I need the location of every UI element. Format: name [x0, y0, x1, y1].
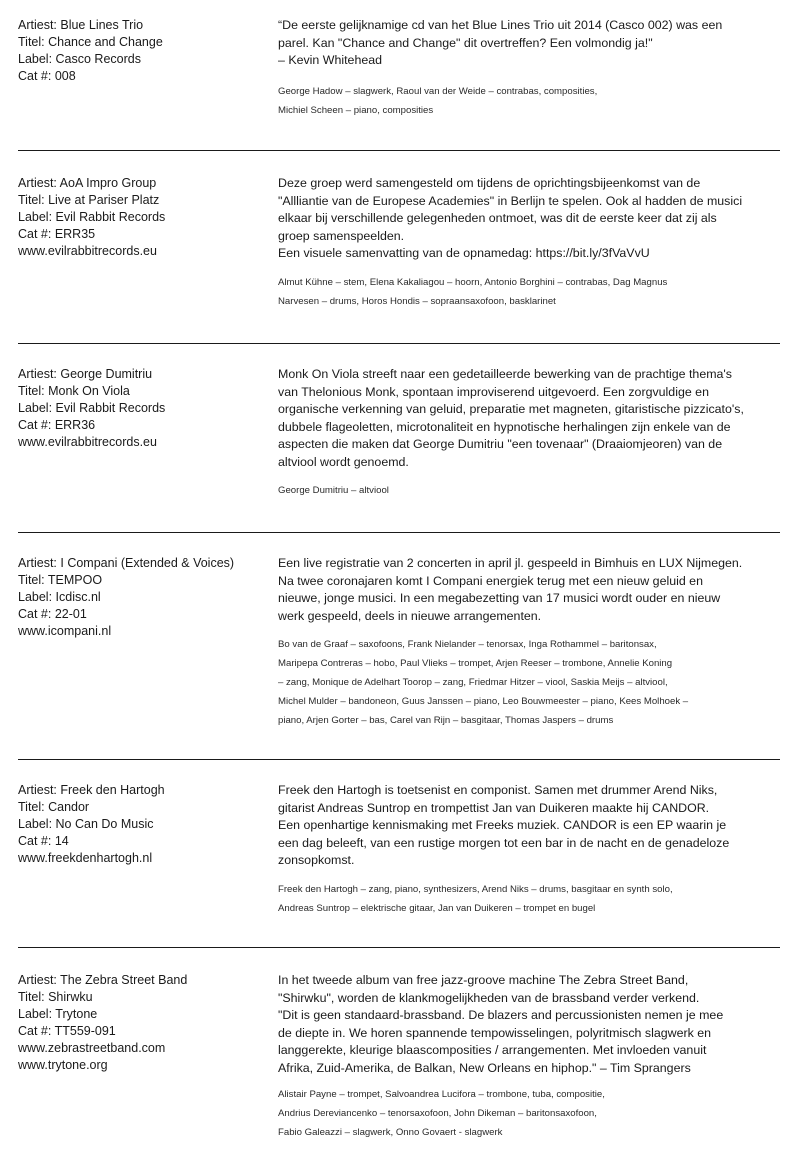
label: Label: Icdisc.nl [18, 590, 101, 604]
divider [18, 947, 780, 948]
artist: Artiest: George Dumitriu [18, 367, 153, 381]
title: Titel: Chance and Change [18, 35, 163, 49]
catalog-number: Cat #: TT559-091 [18, 1024, 116, 1038]
credits: George Dumitriu – altviool [278, 485, 389, 496]
description: Een live registratie van 2 concerten in april jl. gespeeld in Bimhuis en LUX Nijmegen. Na twee coronajaren komt I Compani energiek terug met een nieuw geluid en nieuwe, jonge musici. In een megabezetting van 17 musici wordt ouder en nieuw werk gespeeld, deels in nieuwe arrangementen. [278, 556, 743, 623]
description: Monk On Viola streeft naar een gedetailleerde bewerking van de prachtige thema's van Thelonious Monk, spontaan improviserend uitgevoerd. Een zorgvuldige en organische verkenning van geluid, preparatie met magneten, gitaristische pizzicato's, dubbele flageoletten, microtonaliteit en hypnotische herhalingen zijn enkele van de aspecten die maken dat George Dumitriu "een tovenaar" (Draaiomjeoren) van de altviool wordt genoemd. [278, 367, 744, 469]
label: Label: Trytone [18, 1007, 98, 1021]
description: Freek den Hartogh is toetsenist en componist. Samen met drummer Arend Niks, gitarist Andreas Suntrop en trompettist Jan van Duikeren maakte hij CANDOR. Een openhartige kennismaking met Freeks muziek. CANDOR is een EP waarin je een dag beleeft, van een rustige morgen tot een bar in de nacht en de genadeloze zonsopkomst. [278, 783, 730, 867]
release-entry [0, 782, 800, 918]
artist: Artiest: The Zebra Street Band [18, 973, 188, 987]
label: Label: Evil Rabbit Records [18, 210, 166, 224]
catalog-number: Cat #: ERR36 [18, 418, 96, 432]
credits: Bo van de Graaf – saxofoons, Frank Nielander – tenorsax, Inga Rothammel – baritonsax, Maripepa Contreras – hobo, Paul Vlieks – trompet, Arjen Reeser – trombone, Annelie Koning – zang, Monique de Adelhart Toorop – zang, Friedmar Hitzer – viool, Saskia Meijs – altviool, Michel Mulder – bandoneon, Guus Janssen – piano, Leo Bouwmeester – piano, Kees Molhoek – piano, Arjen Gorter – bas, Carel van Rijn – basgitaar, Thomas Jaspers – drums [278, 639, 689, 726]
catalog-number: Cat #: 14 [18, 834, 69, 848]
website-link[interactable]: www.zebrastreetband.com [18, 1041, 166, 1055]
website-link[interactable]: www.icompani.nl [18, 624, 112, 638]
release-entry [0, 972, 800, 1142]
release-meta [0, 782, 270, 918]
release-entry [0, 555, 800, 730]
title: Titel: Candor [18, 800, 90, 814]
catalog-number: Cat #: 22-01 [18, 607, 87, 621]
description: “De eerste gelijknamige cd van het Blue Lines Trio uit 2014 (Casco 002) was een parel. Kan "Chance and Change" dit overtreffen? Een volmondig ja!" – Kevin Whitehead [278, 18, 723, 67]
artist: Artiest: I Compani (Extended & Voices) [18, 556, 235, 570]
label: Label: No Can Do Music [18, 817, 154, 831]
label: Label: Evil Rabbit Records [18, 401, 166, 415]
website-link[interactable]: www.evilrabbitrecords.eu [18, 244, 157, 258]
artist: Artiest: Freek den Hartogh [18, 783, 165, 797]
website-link[interactable]: www.freekdenhartogh.nl [18, 851, 153, 865]
title: Titel: Monk On Viola [18, 384, 130, 398]
release-entry [0, 175, 800, 311]
release-entry [0, 366, 800, 500]
credits: George Hadow – slagwerk, Raoul van der Weide – contrabas, composities, Michiel Scheen – piano, composities [278, 85, 598, 116]
release-meta [0, 175, 270, 311]
divider [18, 532, 780, 533]
title: Titel: Live at Pariser Platz [18, 193, 160, 207]
release-entry [0, 17, 800, 120]
credits: Freek den Hartogh – zang, piano, synthesizers, Arend Niks – drums, basgitaar en synth solo, Andreas Suntrop – elektrische gitaar, Jan van Duikeren – trompet en bugel [278, 883, 673, 914]
divider [18, 150, 780, 151]
description: Deze groep werd samengesteld om tijdens de oprichtingsbijeenkomst van de "Allliantie van de Europese Academies" in Berlijn te spelen. Ook al hadden de musici elkaar bij verschillende gelegenheden ontmoet, was dit de eerste keer dat zij als groep samenspeelden. Een visuele samenvatting van de opnamedag: https://bit.ly/3fVaVvU [278, 176, 743, 260]
release-meta [0, 17, 270, 120]
catalog-number: Cat #: ERR35 [18, 227, 96, 241]
credits: Alistair Payne – trompet, Salvoandrea Lucifora – trombone, tuba, compositie, Andrius Dereviancenko – tenorsaxofoon, John Dikeman – baritonsaxofoon, Fabio Galeazzi – slagwerk, Onno Govaert - slagwerk [278, 1089, 605, 1138]
title: Titel: Shirwku [18, 990, 93, 1004]
website-link-secondary[interactable]: www.trytone.org [18, 1058, 108, 1072]
artist: Artiest: Blue Lines Trio [18, 18, 144, 32]
artist: Artiest: AoA Impro Group [18, 176, 157, 190]
release-meta [0, 555, 270, 730]
website-link[interactable]: www.evilrabbitrecords.eu [18, 435, 157, 449]
catalog-number: Cat #: 008 [18, 69, 76, 83]
description: In het tweede album van free jazz-groove machine The Zebra Street Band, "Shirwku", worden de klankmogelijkheden van de brassband verder verkend. "Dit is geen standaard-brassband. De blazers and percussionisten nemen je mee de diepte in. We horen spannende tempowisselingen, polyritmisch slagwerk en langgerekte, kleurige blaascomposities / arrangementen. Met invloeden vanuit Afrika, Zuid-Amerika, de Balkan, New Orleans en hiphop." – Tim Sprangers [278, 973, 724, 1075]
release-meta [0, 366, 270, 500]
divider [18, 343, 780, 344]
release-meta [0, 972, 270, 1142]
label: Label: Casco Records [18, 52, 141, 66]
divider [18, 759, 780, 760]
title: Titel: TEMPOO [18, 573, 103, 587]
credits: Almut Kühne – stem, Elena Kakaliagou – hoorn, Antonio Borghini – contrabas, Dag Magnus Narvesen – drums, Horos Hondis – sopraansaxofoon, basklarinet [278, 276, 668, 307]
